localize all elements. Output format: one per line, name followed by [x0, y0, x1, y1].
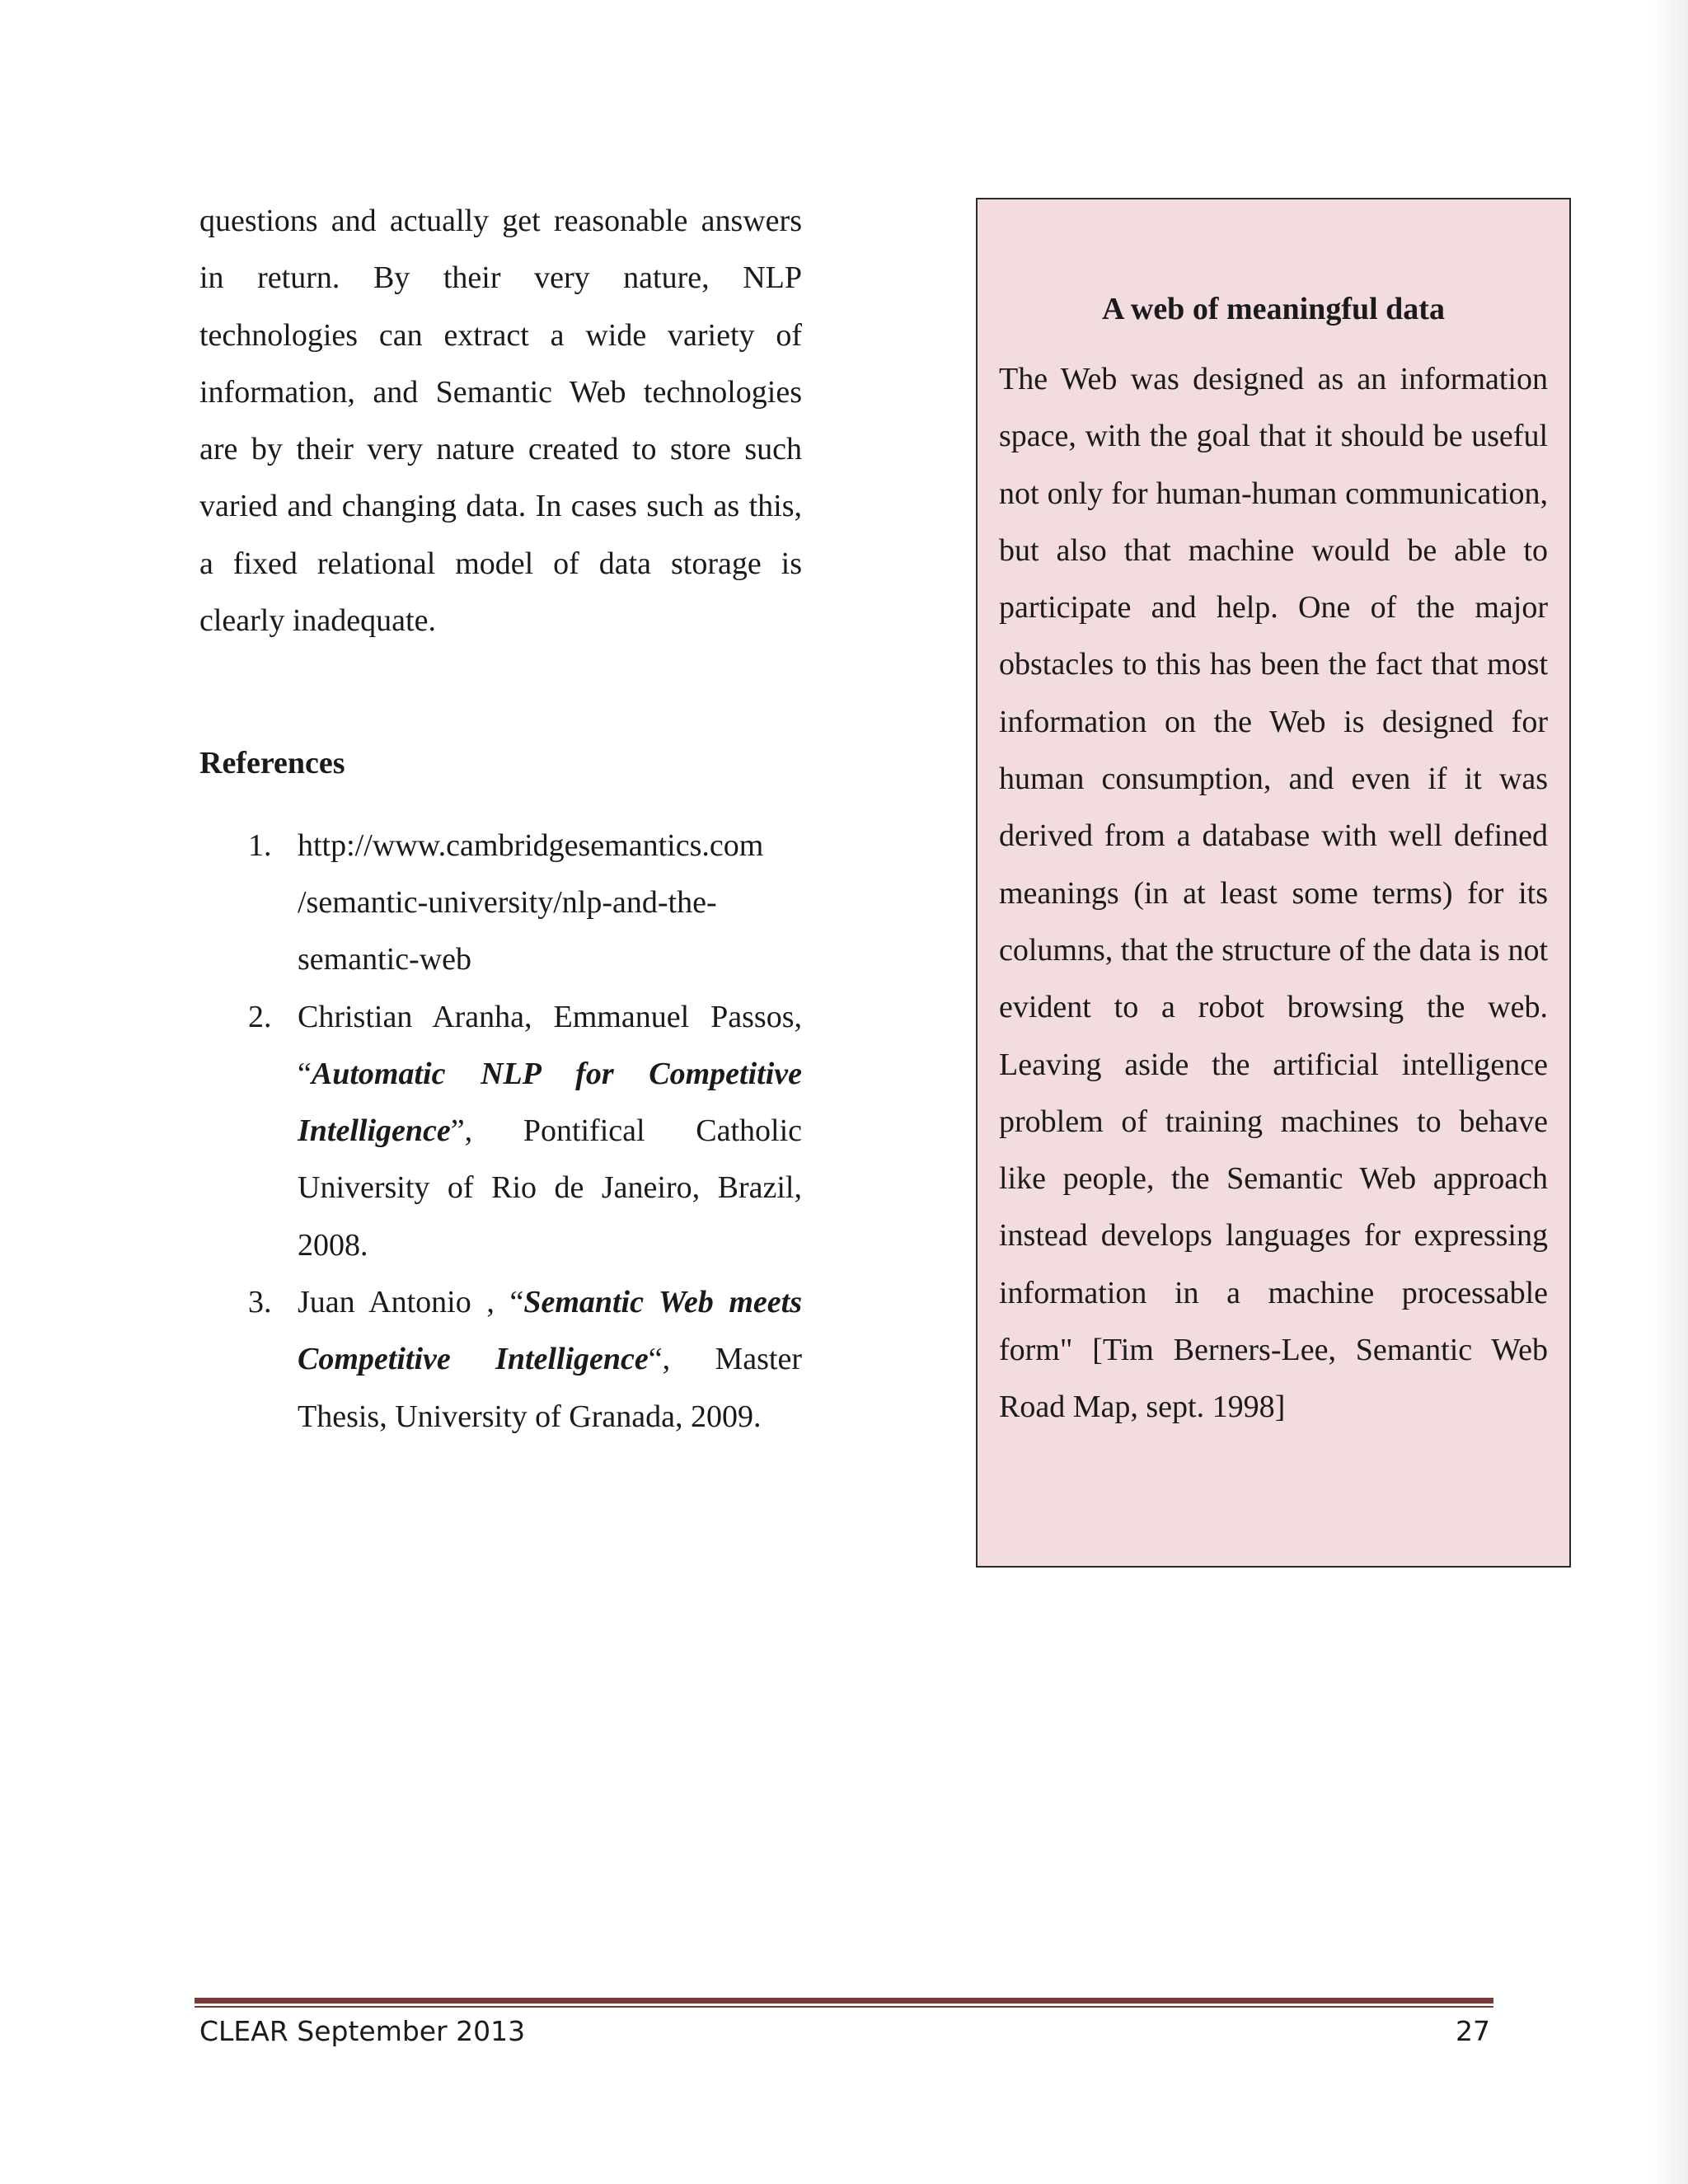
sidebar-title: A web of meaningful data [1102, 292, 1445, 326]
reference-number: 1. [248, 827, 272, 863]
references-list [199, 818, 802, 1446]
reference-number: 2. [248, 999, 272, 1034]
reference-item [199, 818, 802, 989]
body-paragraph: questions and actually get reasonable answers in return. By their very nature, NLP technologies can extract a wide variety of information, and Semantic Web technologies are by their very nature created to store such varied and changing data. In cases such as this, a fixed relational model of data storage is clearly inadequate. [199, 204, 802, 639]
reference-item [199, 1274, 802, 1446]
reference-title: Automatic NLP for Competitive Intelligence [298, 1056, 802, 1149]
page-edge-shadow [1652, 0, 1688, 2184]
sidebar-box [976, 198, 1571, 1568]
reference-close-quote: “ [648, 1342, 663, 1377]
reference-open-quote: “ [509, 1285, 524, 1320]
reference-authors: Juan Antonio , [298, 1285, 510, 1320]
references-heading: References [199, 746, 345, 781]
reference-item [199, 989, 802, 1274]
left-column [199, 193, 802, 1446]
footer-rule-thin [195, 2006, 1493, 2008]
footer-rule [195, 1998, 1493, 2004]
reference-details: , Pontifical Catholic University of Rio de Janeiro, Brazil, 2008. [298, 1113, 802, 1263]
reference-open-quote: “ [298, 1056, 312, 1091]
reference-close-quote: ” [450, 1113, 465, 1149]
reference-url: http://www.cambridgesemantics.com /semantic-university/nlp-and-the- semantic-web [298, 827, 764, 977]
page-number: 27 [1456, 2015, 1490, 2047]
reference-authors: Christian Aranha, Emmanuel Passos, [298, 999, 802, 1034]
sidebar-text: The Web was designed as an information space, with the goal that it should be useful not only for human-human communication, but also that machine would be able to participate and help. One of the major obstacles to this has been the fact that most information on the Web is designed for human consumption, and even if it was derived from a database with well defined meanings (in at least some terms) for its columns, that the structure of the data is not evident to a robot browsing the web. Leaving aside the artificial intelligence problem of training machines to behave like people, the Semantic Web approach instead develops languages for expressing information in a machine processable form" [Tim Berners-Lee, Semantic Web Road Map, sept. 1998] [999, 362, 1548, 1425]
footer-publication: CLEAR September 2013 [199, 2015, 526, 2047]
reference-number: 3. [248, 1285, 272, 1320]
reference-title: Semantic Web meets Competitive Intelligence [298, 1285, 802, 1377]
reference-details: , Master Thesis, University of Granada, 2009. [298, 1342, 802, 1434]
